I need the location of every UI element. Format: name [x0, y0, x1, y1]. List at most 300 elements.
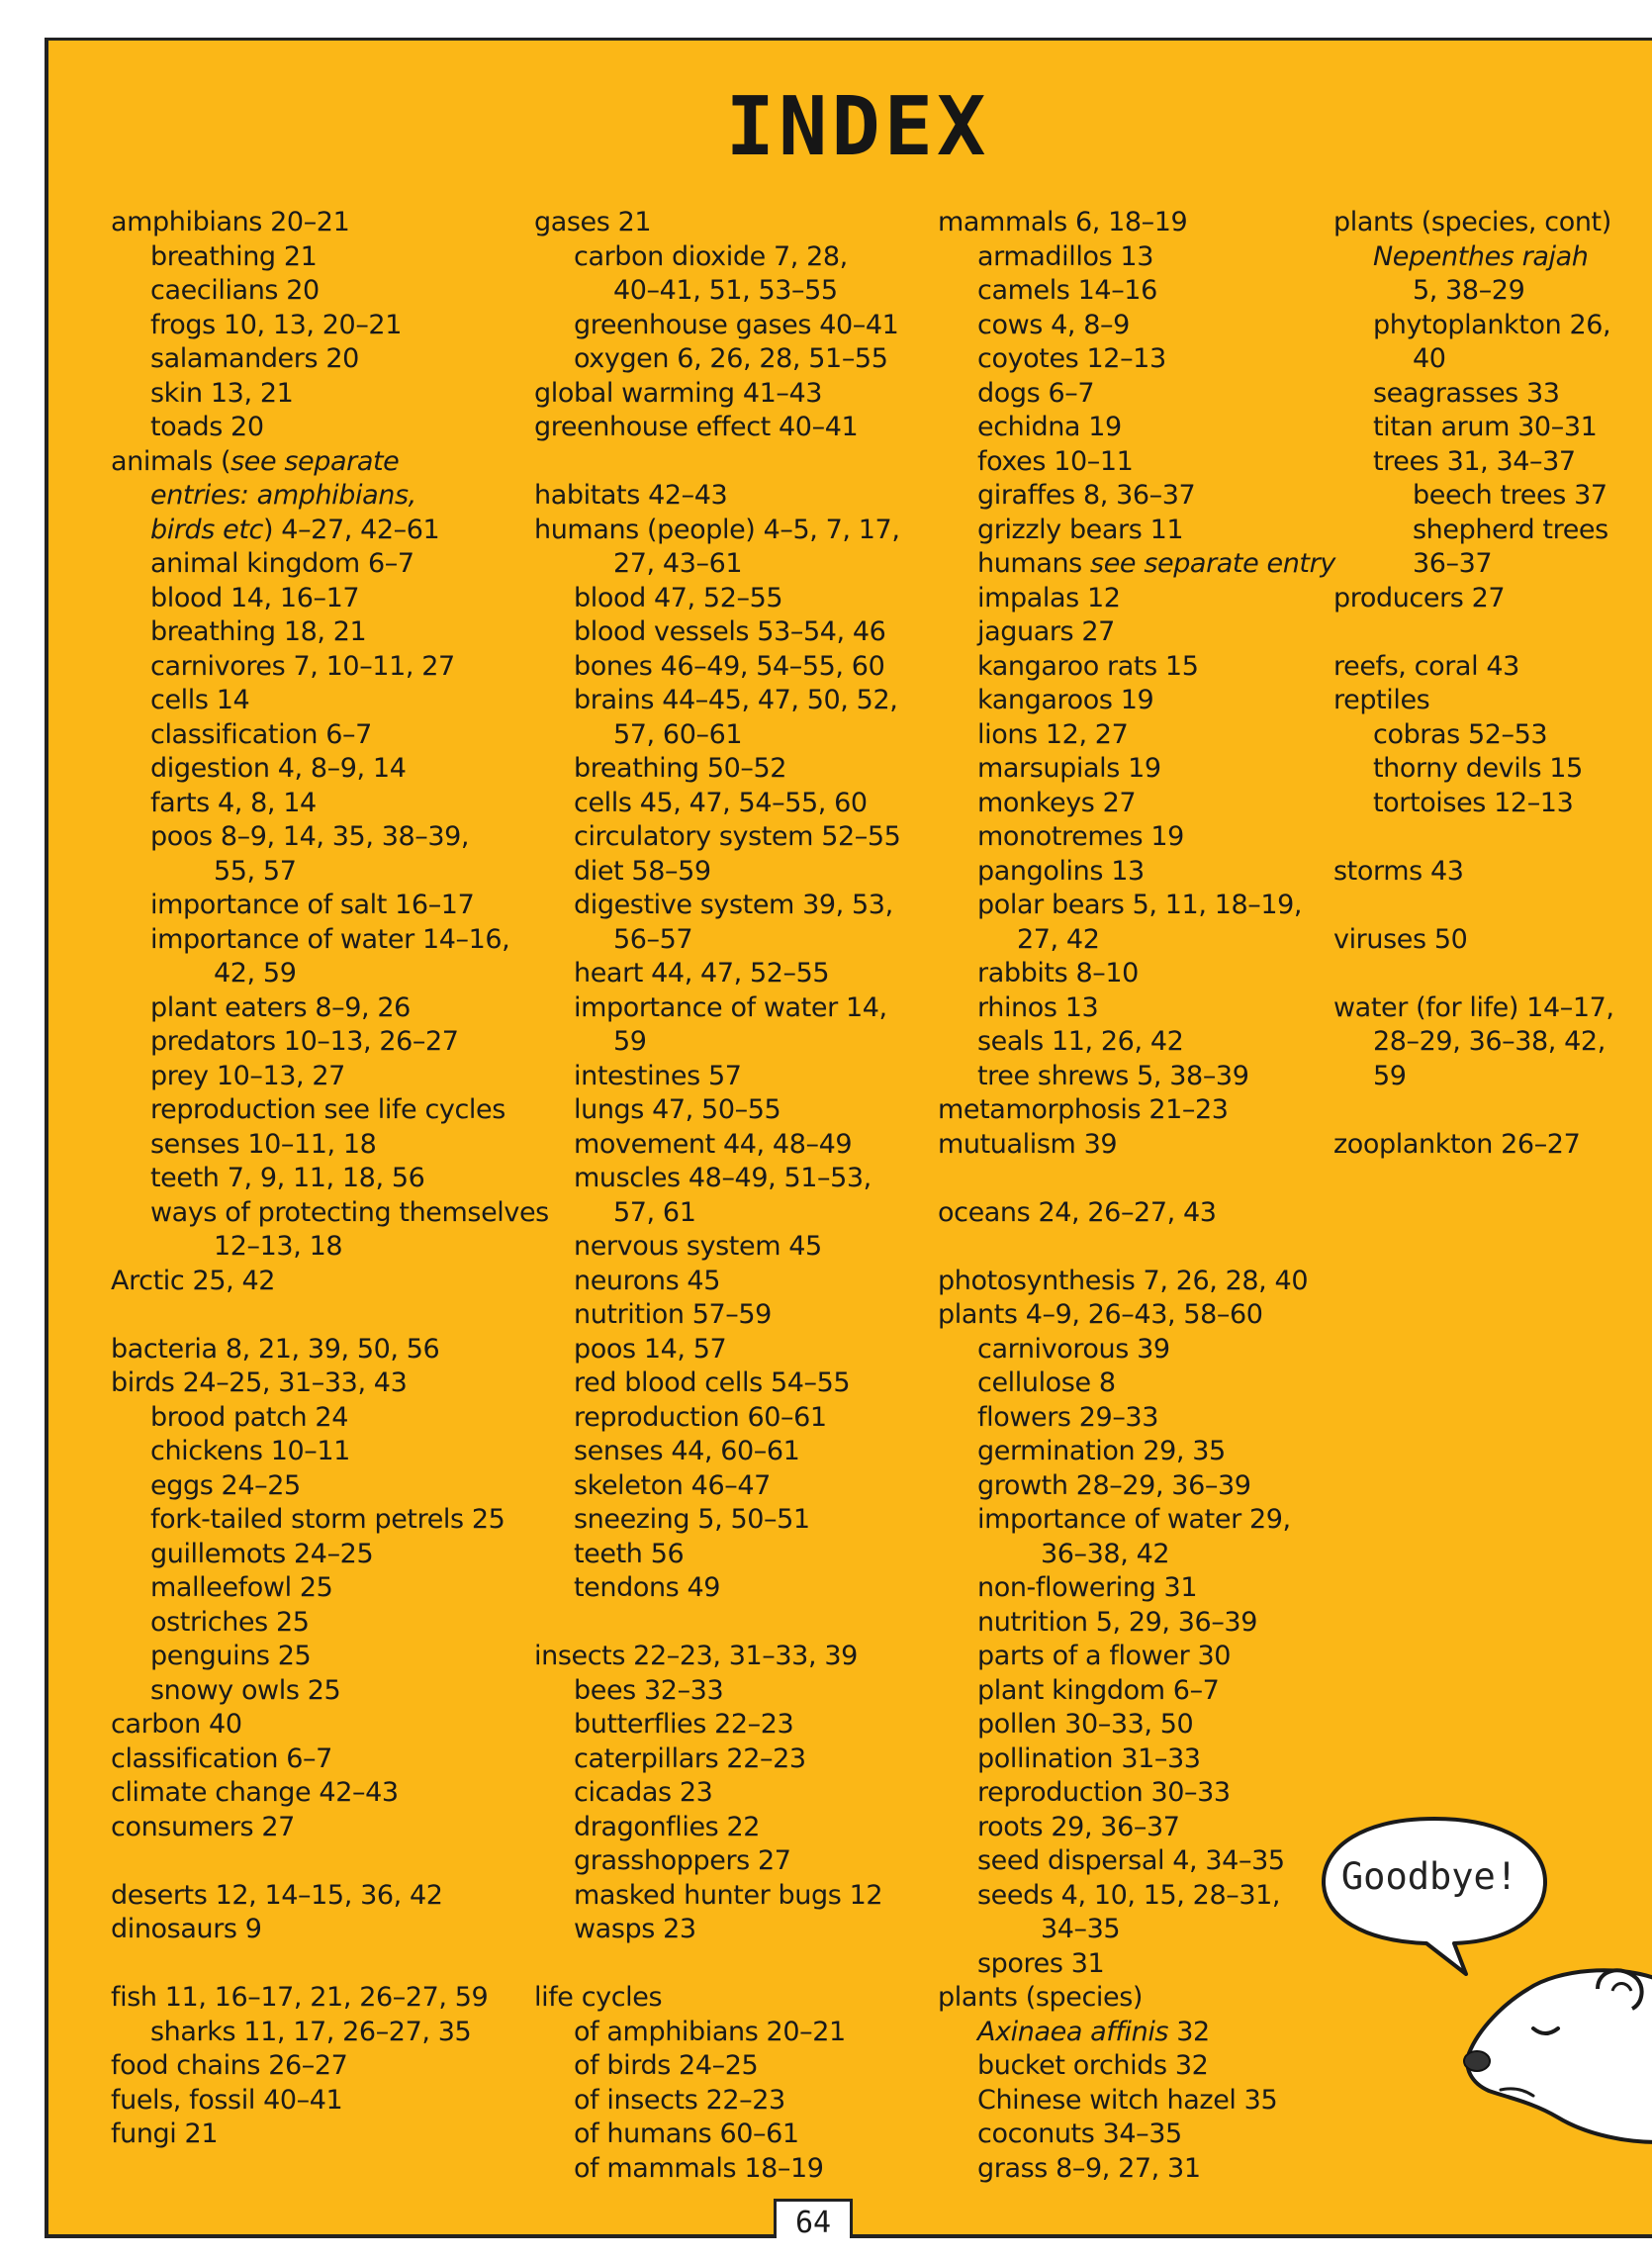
- index-subentry: [938, 1469, 1335, 1504]
- index-subentry: [1333, 718, 1614, 753]
- index-subentry: [534, 1674, 900, 1709]
- index-entry-text: fish 11, 16–17, 21, 26–27, 59: [111, 1982, 489, 2013]
- index-entry-text: breathing 18, 21: [150, 616, 367, 647]
- index-entry-text: digestive system 39, 53,: [574, 890, 893, 920]
- index-subentry: [534, 274, 900, 309]
- index-subentry: [534, 1162, 900, 1196]
- index-subentry: [534, 1503, 900, 1538]
- index-entry-text: impalas 12: [977, 582, 1121, 613]
- index-entry-text: 27, 42: [1017, 923, 1100, 955]
- index-subentry: [111, 1640, 549, 1674]
- index-subentry: [938, 2118, 1335, 2152]
- index-entry-text: teeth 7, 9, 11, 18, 56: [150, 1163, 425, 1193]
- index-entry-text: blood 14, 16–17: [150, 582, 360, 613]
- index-entry: [534, 479, 900, 514]
- index-entry-text: storms 43: [1333, 855, 1464, 887]
- index-subentry: [1333, 787, 1614, 821]
- index-entry-text: of birds 24–25: [574, 2050, 759, 2081]
- index-subentry: [111, 1503, 549, 1538]
- index-entry-text: seals 11, 26, 42: [977, 1026, 1184, 1057]
- index-subentry: [938, 684, 1335, 718]
- index-entry-text: 55, 57: [214, 855, 297, 887]
- index-subentry: [938, 2049, 1335, 2084]
- index-subentry: [938, 1776, 1335, 1811]
- index-entry-text: chickens 10–11: [150, 1436, 350, 1466]
- index-entry-text: seeds 4, 10, 15, 28–31,: [977, 1879, 1281, 1911]
- index-entry-text: titan arum 30–31: [1373, 412, 1598, 442]
- index-subentry: [111, 411, 549, 445]
- index-subentry: [938, 240, 1335, 275]
- index-entry: [938, 1265, 1335, 1299]
- index-entry-text: poos 8–9, 14, 35, 38–39,: [150, 821, 470, 852]
- index-entry-text: shepherd trees: [1413, 514, 1608, 545]
- index-entry-text: movement 44, 48–49: [574, 1128, 853, 1160]
- index-entry-text: 57, 61: [613, 1196, 696, 1228]
- index-entry: [111, 1708, 549, 1742]
- index-subentry: [938, 377, 1335, 412]
- index-entry-text: thorny devils 15: [1373, 753, 1583, 784]
- index-entry-text: food chains 26–27: [111, 2050, 348, 2081]
- page-number: 64: [774, 2199, 853, 2238]
- index-subentry: [938, 650, 1335, 685]
- index-entry-text: plant eaters 8–9, 26: [150, 991, 411, 1023]
- index-entry-text: foxes 10–11: [977, 445, 1134, 477]
- index-column-2: [534, 206, 900, 2186]
- index-entry: [1333, 582, 1614, 616]
- index-entry-text: breathing 21: [150, 240, 318, 272]
- index-entry-text: bones 46–49, 54–55, 60: [574, 650, 885, 682]
- index-entry-text: 36–37: [1413, 548, 1493, 579]
- index-subentry: [111, 1606, 549, 1641]
- index-subentry: [938, 445, 1335, 480]
- index-subentry: [111, 479, 549, 514]
- index-subentry: [938, 2152, 1335, 2187]
- index-subentry: [1333, 377, 1614, 412]
- index-entry-text: trees 31, 34–37: [1373, 445, 1576, 477]
- index-entry-text: 36–38, 42: [1041, 1538, 1170, 1569]
- index-subentry: [111, 1196, 549, 1231]
- index-subentry: [111, 787, 549, 821]
- index-subentry: [534, 1742, 900, 1777]
- index-entry-text: dogs 6–7: [977, 377, 1095, 409]
- index-subentry: [111, 718, 549, 753]
- index-entry-text: eggs 24–25: [150, 1469, 301, 1501]
- index-subentry: [534, 1060, 900, 1094]
- index-subentry: [534, 1230, 900, 1265]
- index-spacer: [1333, 1093, 1614, 1128]
- index-column-1: [111, 206, 549, 2152]
- index-entry: [111, 2084, 549, 2119]
- index-entry: [111, 1811, 549, 1845]
- index-entry-text: growth 28–29, 36–39: [977, 1469, 1251, 1501]
- index-entry-text: life cycles: [534, 1982, 663, 2013]
- index-entry-italic: see separate entry: [1090, 548, 1335, 579]
- index-entry-text: fork-tailed storm petrels 25: [150, 1504, 505, 1535]
- index-entry-text: poos 14, 57: [574, 1333, 727, 1365]
- index-entry-text: blood vessels 53–54, 46: [574, 616, 886, 647]
- index-entry-text: producers 27: [1333, 582, 1506, 613]
- index-entry-text: jaguars 27: [977, 616, 1115, 647]
- index-subentry: [111, 274, 549, 309]
- index-subentry: [534, 1538, 900, 1572]
- index-entry-text: frogs 10, 13, 20–21: [150, 309, 402, 340]
- index-entry-text: bees 32–33: [574, 1674, 724, 1706]
- index-entry-text: heart 44, 47, 52–55: [574, 958, 830, 989]
- index-subentry: [1333, 445, 1614, 480]
- index-subentry: [534, 1469, 900, 1504]
- index-entry-text: reproduction see life cycles: [150, 1094, 505, 1125]
- index-subentry: [534, 1265, 900, 1299]
- index-entry-text: toads 20: [150, 412, 264, 442]
- index-subentry: [938, 752, 1335, 787]
- index-entry-text: neurons 45: [574, 1265, 720, 1296]
- index-entry: [111, 1366, 549, 1401]
- index-entry-text: 28–29, 36–38, 42,: [1373, 1026, 1606, 1057]
- index-entry-text: lungs 47, 50–55: [574, 1094, 781, 1125]
- index-entry-text: spores 31: [977, 1947, 1105, 1979]
- index-entry-text: 57, 60–61: [613, 718, 743, 750]
- index-entry-text: circulatory system 52–55: [574, 821, 901, 852]
- index-entry-text: germination 29, 35: [977, 1436, 1226, 1466]
- index-entry-text: oxygen 6, 26, 28, 51–55: [574, 343, 888, 374]
- index-entry-text: pollination 31–33: [977, 1742, 1201, 1774]
- index-subentry: [938, 2084, 1335, 2119]
- index-subentry: [938, 820, 1335, 855]
- index-subentry: [534, 1093, 900, 1128]
- index-subentry: [534, 1776, 900, 1811]
- index-subentry: [1333, 240, 1614, 275]
- index-subentry: [534, 855, 900, 890]
- index-entry-text: importance of water 14–16,: [150, 923, 510, 955]
- index-subentry: [534, 342, 900, 377]
- index-subentry: [111, 650, 549, 685]
- index-entry-text: gases 21: [534, 207, 652, 237]
- index-column-3: [938, 206, 1335, 2186]
- page-title: INDEX: [725, 80, 990, 174]
- index-entry-text: 59: [1373, 1060, 1407, 1091]
- index-subentry: [111, 1093, 549, 1128]
- index-subentry: [111, 342, 549, 377]
- index-entry-text: senses 10–11, 18: [150, 1128, 377, 1160]
- index-entry-text: breathing 50–52: [574, 753, 787, 784]
- index-subentry: [1333, 1025, 1614, 1060]
- index-entry-text: Chinese witch hazel 35: [977, 2084, 1278, 2116]
- index-entry-text: bucket orchids 32: [977, 2050, 1209, 2081]
- index-entry: [111, 1265, 549, 1299]
- index-subentry: [938, 1913, 1335, 1947]
- index-entry-text: flowers 29–33: [977, 1401, 1158, 1433]
- index-subentry: [534, 309, 900, 343]
- index-subentry: [938, 1606, 1335, 1641]
- index-spacer: [534, 1947, 900, 1982]
- index-subentry: [938, 274, 1335, 309]
- index-entry-text: guillemots 24–25: [150, 1538, 374, 1569]
- index-subentry: [534, 2118, 900, 2152]
- index-entry-text: photosynthesis 7, 26, 28, 40: [938, 1265, 1309, 1296]
- index-entry-text: penguins 25: [150, 1641, 312, 1671]
- index-subentry: [534, 752, 900, 787]
- index-entry-text: marsupials 19: [977, 753, 1161, 784]
- index-entry-text: coconuts 34–35: [977, 2119, 1182, 2149]
- index-entry-text: humans (people) 4–5, 7, 17,: [534, 514, 900, 545]
- index-entry-text: carnivores 7, 10–11, 27: [150, 650, 455, 682]
- index-entry: [534, 514, 900, 548]
- index-entry: [111, 1742, 549, 1777]
- index-entry-text: rhinos 13: [977, 991, 1099, 1023]
- index-entry: [938, 1196, 1335, 1231]
- index-subentry: [938, 1366, 1335, 1401]
- index-entry-text: plants 4–9, 26–43, 58–60: [938, 1299, 1263, 1330]
- index-subentry: [938, 514, 1335, 548]
- index-entry-text: monotremes 19: [977, 821, 1184, 852]
- index-subentry: [111, 514, 549, 548]
- index-subentry: [1333, 342, 1614, 377]
- index-entry-text: classification 6–7: [150, 718, 372, 750]
- index-entry-text: tortoises 12–13: [1373, 787, 1574, 818]
- index-entry-text: phytoplankton 26,: [1373, 309, 1611, 340]
- index-entry: [1333, 855, 1614, 890]
- index-entry: [111, 1776, 549, 1811]
- index-subentry: [534, 1571, 900, 1606]
- index-entry: [534, 411, 900, 445]
- index-entry-text: carbon 40: [111, 1709, 242, 1740]
- index-entry-text: 34–35: [1041, 1914, 1121, 1944]
- index-subentry: [534, 820, 900, 855]
- index-subentry: [938, 957, 1335, 991]
- index-subentry: [938, 1879, 1335, 1914]
- index-entry-text: cows 4, 8–9: [977, 309, 1130, 340]
- index-entry-text: grasshoppers 27: [574, 1845, 791, 1876]
- index-entry-text: tendons 49: [574, 1572, 721, 1603]
- index-subentry: [938, 1025, 1335, 1060]
- index-entry: [1333, 206, 1614, 240]
- index-subentry: [1333, 479, 1614, 514]
- index-entry-text: wasps 23: [574, 1914, 696, 1944]
- index-subentry: [938, 855, 1335, 890]
- index-entry-text: dragonflies 22: [574, 1811, 761, 1842]
- index-entry-text: fungi 21: [111, 2119, 219, 2149]
- index-entry-text: viruses 50: [1333, 923, 1468, 955]
- index-column-4: [1333, 206, 1614, 1162]
- index-subentry: [938, 1811, 1335, 1845]
- index-subentry: [111, 377, 549, 412]
- index-subentry: [534, 991, 900, 1026]
- index-entry-text: pangolins 13: [977, 855, 1145, 887]
- index-entry-text: cells 45, 47, 54–55, 60: [574, 787, 868, 818]
- index-subentry: [534, 957, 900, 991]
- index-entry-text: classification 6–7: [111, 1742, 332, 1774]
- index-entry-text: consumers 27: [111, 1811, 295, 1842]
- index-subentry: [534, 2049, 900, 2084]
- index-subentry: [534, 718, 900, 753]
- index-entry-text: nutrition 5, 29, 36–39: [977, 1606, 1257, 1638]
- index-subentry: [111, 1162, 549, 1196]
- index-entry-text: mutualism 39: [938, 1128, 1118, 1160]
- index-entry-text: kangaroos 19: [977, 685, 1154, 715]
- index-subentry: [111, 582, 549, 616]
- index-entry-text: oceans 24, 26–27, 43: [938, 1196, 1217, 1228]
- index-entry-text: importance of salt 16–17: [150, 890, 475, 920]
- index-subentry: [938, 582, 1335, 616]
- index-entry: [111, 1981, 549, 2016]
- index-entry: [111, 445, 549, 480]
- index-entry-text: teeth 56: [574, 1538, 685, 1569]
- index-entry-text: tree shrews 5, 38–39: [977, 1060, 1249, 1091]
- index-spacer: [1333, 957, 1614, 991]
- index-subentry: [534, 1401, 900, 1436]
- index-entry-text: Arctic 25, 42: [111, 1265, 276, 1296]
- index-entry-text: cicadas 23: [574, 1777, 713, 1808]
- index-entry-text: giraffes 8, 36–37: [977, 480, 1196, 511]
- index-entry: [938, 1298, 1335, 1333]
- index-subentry: [534, 1025, 900, 1060]
- index-subentry: [938, 1571, 1335, 1606]
- index-subentry: [111, 1060, 549, 1094]
- index-entry-text: skeleton 46–47: [574, 1469, 771, 1501]
- index-spacer: [111, 1947, 549, 1982]
- index-subentry: [534, 1366, 900, 1401]
- index-subentry: [938, 1538, 1335, 1572]
- index-entry-text: predators 10–13, 26–27: [150, 1026, 459, 1057]
- index-subentry: [938, 342, 1335, 377]
- index-entry-text: non-flowering 31: [977, 1572, 1198, 1603]
- index-entry-text: animal kingdom 6–7: [150, 548, 414, 579]
- index-entry-text: parts of a flower 30: [977, 1641, 1232, 1671]
- index-subentry: [534, 2084, 900, 2119]
- index-subentry: [534, 1333, 900, 1367]
- index-subentry: [938, 2016, 1335, 2050]
- index-subentry: [1333, 309, 1614, 343]
- index-entry: [938, 206, 1335, 240]
- index-entry-text: global warming 41–43: [534, 377, 823, 409]
- index-entry-text: of amphibians 20–21: [574, 2016, 846, 2047]
- index-entry-text: 27, 43–61: [613, 548, 743, 579]
- index-entry: [1333, 991, 1614, 1026]
- index-subentry: [534, 1879, 900, 1914]
- index-entry-text: plant kingdom 6–7: [977, 1674, 1220, 1706]
- index-entry-text: climate change 42–43: [111, 1777, 399, 1808]
- index-entry-text: animals (: [111, 445, 231, 477]
- index-subentry: [534, 1844, 900, 1879]
- index-subentry: [111, 923, 549, 958]
- index-entry-text: plants (species, cont): [1333, 207, 1611, 237]
- index-entry: [938, 1981, 1335, 2016]
- index-entry-text: armadillos 13: [977, 240, 1153, 272]
- index-entry-text: kangaroo rats 15: [977, 650, 1199, 682]
- index-subentry: [534, 889, 900, 923]
- index-subentry: [534, 240, 900, 275]
- index-subentry: [111, 547, 549, 582]
- index-subentry: [111, 1674, 549, 1709]
- index-subentry: [938, 1333, 1335, 1367]
- index-entry-text: brood patch 24: [150, 1401, 348, 1433]
- index-entry-text: diet 58–59: [574, 855, 711, 887]
- index-entry-text: blood 47, 52–55: [574, 582, 783, 613]
- index-entry-text: 42, 59: [214, 958, 297, 989]
- index-entry-text: red blood cells 54–55: [574, 1367, 851, 1398]
- index-entry-text: metamorphosis 21–23: [938, 1094, 1229, 1125]
- index-entry-text: masked hunter bugs 12: [574, 1879, 883, 1911]
- index-entry-text: greenhouse gases 40–41: [574, 309, 899, 340]
- index-subentry: [534, 684, 900, 718]
- index-entry-text: mammals 6, 18–19: [938, 207, 1188, 237]
- index-subentry: [111, 1230, 549, 1265]
- index-entry-text: of mammals 18–19: [574, 2152, 824, 2184]
- index-subentry: [938, 718, 1335, 753]
- index-entry-text: digestion 4, 8–9, 14: [150, 753, 407, 784]
- index-subentry: [111, 1435, 549, 1469]
- index-entry-text: zooplankton 26–27: [1333, 1128, 1581, 1160]
- index-entry-text: dinosaurs 9: [111, 1914, 262, 1944]
- index-entry-italic: see separate: [230, 445, 400, 477]
- index-entry-text: sharks 11, 17, 26–27, 35: [150, 2016, 472, 2047]
- index-entry-text: caecilians 20: [150, 275, 320, 306]
- index-entry-text: carnivorous 39: [977, 1333, 1170, 1365]
- index-subentry: [938, 787, 1335, 821]
- index-subentry: [111, 1469, 549, 1504]
- index-entry: [534, 1640, 900, 1674]
- index-entry-italic: Axinaea affinis: [977, 2016, 1169, 2047]
- index-entry-text: rabbits 8–10: [977, 958, 1139, 989]
- index-entry: [1333, 684, 1614, 718]
- index-entry: [534, 377, 900, 412]
- index-entry-text: of humans 60–61: [574, 2119, 799, 2149]
- index-subentry: [111, 991, 549, 1026]
- index-entry-text: monkeys 27: [977, 787, 1137, 818]
- index-entry-text: skin 13, 21: [150, 377, 294, 409]
- index-spacer: [111, 1298, 549, 1333]
- index-entry-text: bacteria 8, 21, 39, 50, 56: [111, 1333, 440, 1365]
- index-entry-text: insects 22–23, 31–33, 39: [534, 1641, 858, 1671]
- index-subentry: [938, 1742, 1335, 1777]
- index-subentry: [938, 615, 1335, 650]
- index-entry-text: lions 12, 27: [977, 718, 1129, 750]
- index-entry-text: habitats 42–43: [534, 480, 728, 511]
- index-subentry: [111, 1538, 549, 1572]
- index-entry-text: grass 8–9, 27, 31: [977, 2152, 1201, 2184]
- index-entry-text: salamanders 20: [150, 343, 359, 374]
- index-entry-text: ways of protecting themselves: [150, 1196, 549, 1228]
- index-entry-text: 59: [613, 1026, 647, 1057]
- index-subentry: [534, 615, 900, 650]
- index-subentry: [534, 1913, 900, 1947]
- index-entry-text: importance of water 29,: [977, 1504, 1291, 1535]
- index-subentry: [111, 2016, 549, 2050]
- index-entry-text: 40: [1413, 343, 1446, 374]
- index-entry: [1333, 1128, 1614, 1163]
- index-subentry: [938, 1060, 1335, 1094]
- index-entry-text: deserts 12, 14–15, 36, 42: [111, 1879, 443, 1911]
- index-subentry: [938, 411, 1335, 445]
- index-entry: [111, 1333, 549, 1367]
- index-subentry: [938, 547, 1335, 582]
- index-subentry: [1333, 274, 1614, 309]
- index-subentry: [111, 309, 549, 343]
- polar-bear-icon: [1449, 1959, 1652, 2157]
- index-subentry: [534, 1128, 900, 1163]
- index-entry-text: camels 14–16: [977, 275, 1157, 306]
- index-entry-text: 40–41, 51, 53–55: [613, 275, 838, 306]
- index-entry-text: ) 4–27, 42–61: [262, 514, 440, 545]
- index-subentry: [534, 1435, 900, 1469]
- index-entry: [938, 1128, 1335, 1163]
- index-entry-text: roots 29, 36–37: [977, 1811, 1180, 1842]
- index-entry: [111, 2118, 549, 2152]
- index-entry: [111, 2049, 549, 2084]
- index-subentry: [111, 752, 549, 787]
- index-spacer: [534, 445, 900, 480]
- index-entry-text: seagrasses 33: [1373, 377, 1560, 409]
